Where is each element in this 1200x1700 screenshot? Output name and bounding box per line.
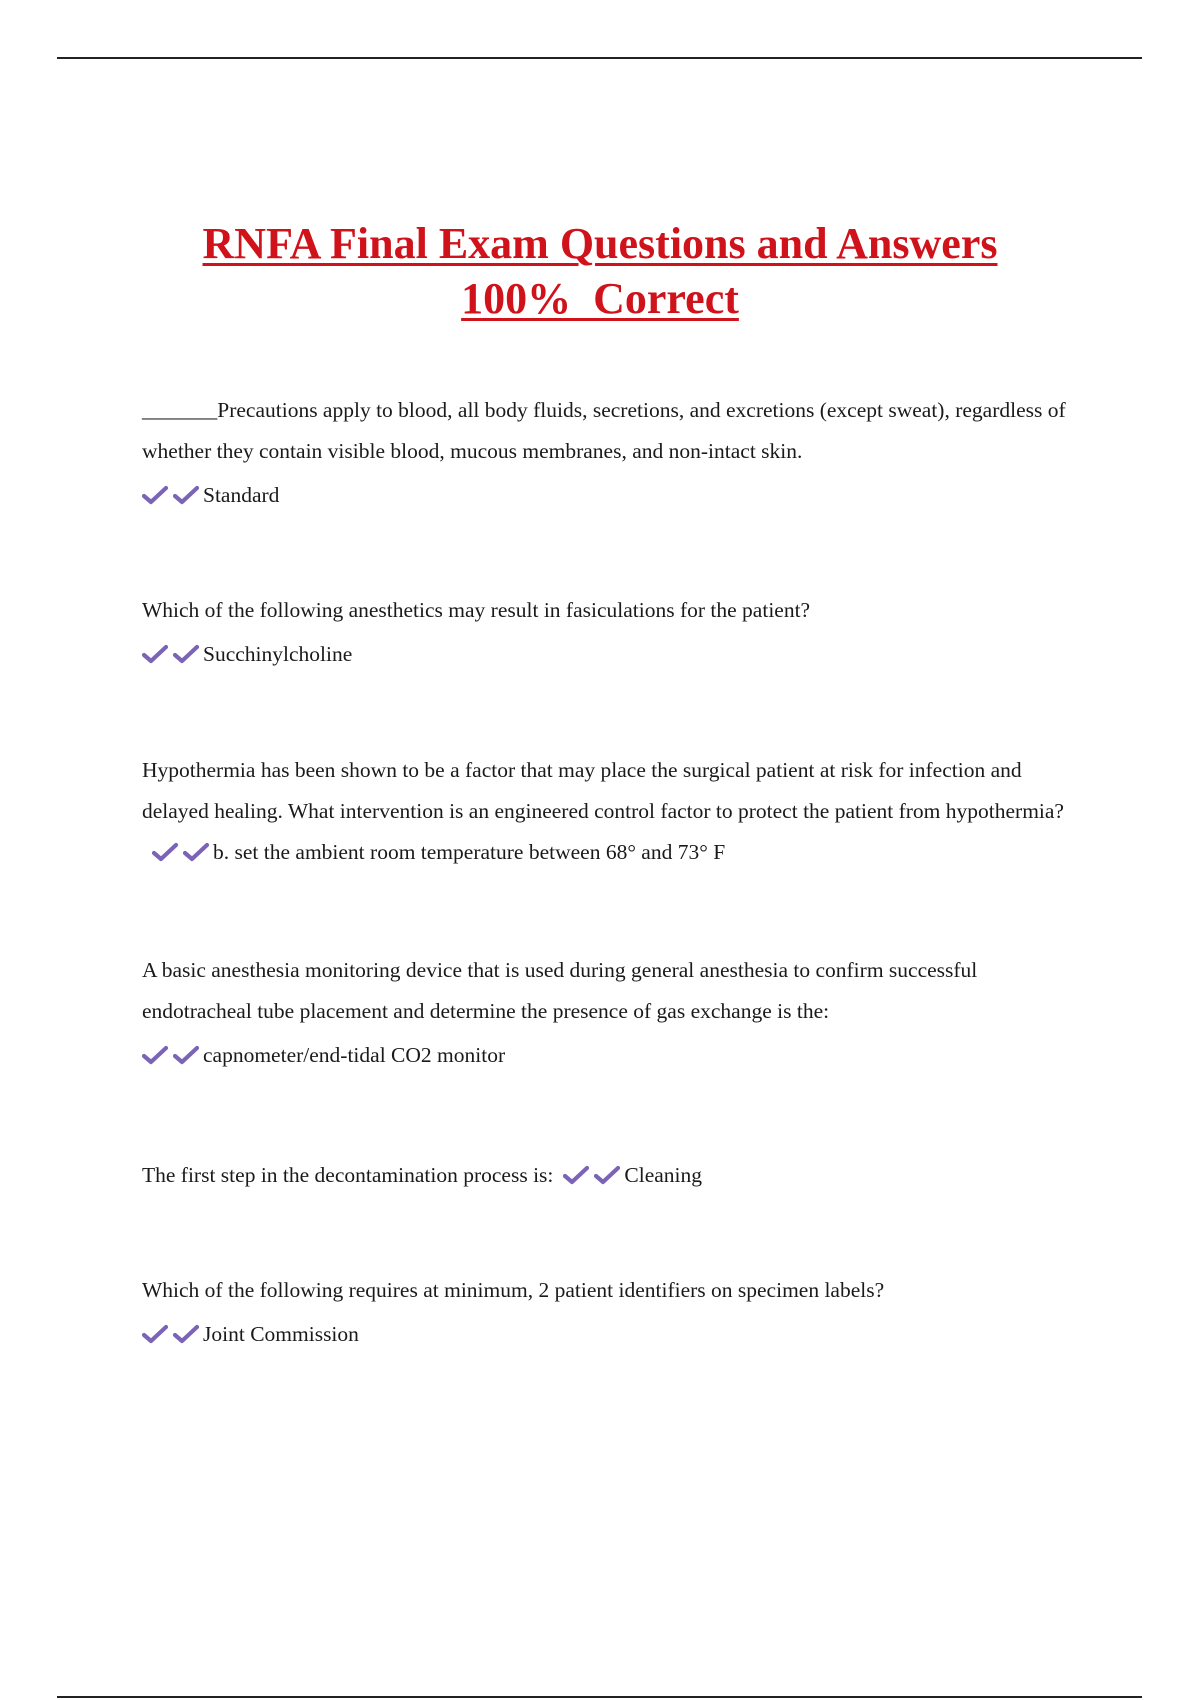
qa-item-5 — [142, 1155, 1072, 1196]
check-mark-icon — [173, 485, 199, 505]
title-line-2: 100% Correct — [461, 274, 739, 323]
check-mark-icon — [142, 1324, 168, 1344]
check-mark-icon — [173, 1045, 199, 1065]
answer-text: Joint Commission — [203, 1322, 359, 1346]
check-mark-icon — [152, 842, 178, 862]
question-text: The first step in the decontamination process is: — [142, 1163, 554, 1187]
double-check-mark — [563, 1165, 620, 1185]
check-mark-icon — [142, 1045, 168, 1065]
question-text: Which of the following anesthetics may result in fasiculations for the patient? — [142, 598, 811, 622]
check-mark-icon — [142, 644, 168, 664]
qa-item-4 — [142, 950, 1072, 1076]
answer-text: capnometer/end-tidal CO2 monitor — [203, 1043, 506, 1067]
qa-item-2 — [142, 590, 1072, 675]
check-mark-icon — [594, 1165, 620, 1185]
question-text: _______Precautions apply to blood, all body fluids, secretions, and excretions (except sweat), regardless of whether they contain visible blood, mucous membranes, and non-intact skin. — [142, 398, 1066, 463]
qa-item-6 — [142, 1270, 1072, 1355]
answer-line — [142, 634, 1072, 675]
double-check-mark — [142, 644, 199, 664]
answer-text: Standard — [203, 483, 280, 507]
answer-line — [142, 475, 1072, 516]
double-check-mark — [142, 1045, 199, 1065]
check-mark-icon — [563, 1165, 589, 1185]
answer-text: Cleaning — [624, 1163, 703, 1187]
answer-line — [142, 1314, 1072, 1355]
check-mark-icon — [173, 644, 199, 664]
double-check-mark — [152, 842, 209, 862]
answer-line — [142, 1035, 1072, 1076]
answer-text: b. set the ambient room temperature between 68° and 73° F — [213, 840, 726, 864]
document-title — [100, 216, 1100, 326]
question-text: A basic anesthesia monitoring device that is used during general anesthesia to confirm successful endotracheal tube placement and determine the presence of gas exchange is the: — [142, 958, 978, 1023]
double-check-mark — [142, 1324, 199, 1344]
qa-item-3 — [142, 750, 1072, 873]
question-text: Which of the following requires at minimum, 2 patient identifiers on specimen labels? — [142, 1278, 885, 1302]
title-line-1: RNFA Final Exam Questions and Answers — [202, 219, 998, 268]
check-mark-icon — [173, 1324, 199, 1344]
qa-item-1 — [142, 390, 1072, 516]
footer-rule — [57, 1696, 1142, 1698]
check-mark-icon — [183, 842, 209, 862]
answer-text: Succhinylcholine — [203, 642, 353, 666]
double-check-mark — [142, 485, 199, 505]
header-rule — [57, 57, 1142, 59]
check-mark-icon — [142, 485, 168, 505]
question-text: Hypothermia has been shown to be a factor that may place the surgical patient at risk for infection and delayed healing. What intervention is an engineered control factor to protect the patient from hypothermia? — [142, 758, 1064, 823]
